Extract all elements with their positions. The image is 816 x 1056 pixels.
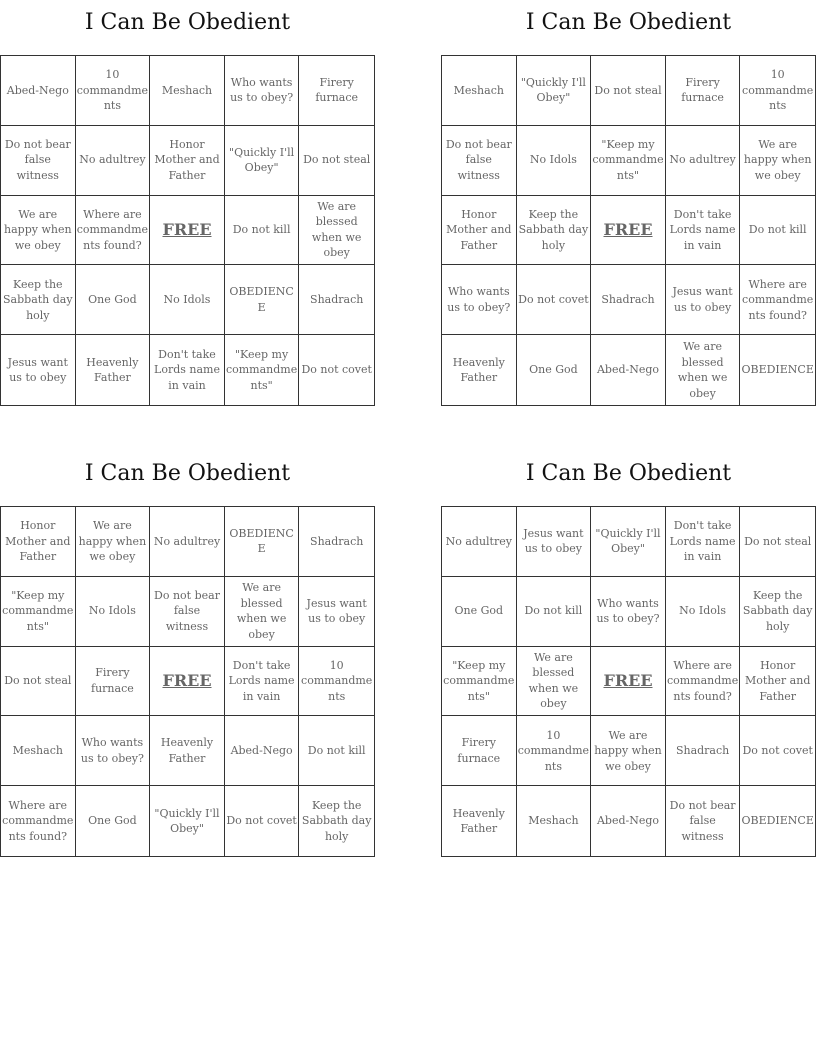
bingo-cell: We are happy when we obey	[591, 716, 666, 786]
bingo-cell: Jesus want us to obey	[517, 507, 592, 577]
bingo-cell: Meshach	[442, 56, 517, 126]
bingo-cell: Jesus want us to obey	[299, 577, 374, 647]
bingo-cell: OBEDIENCE	[225, 507, 300, 577]
bingo-cell: 10 commandments	[517, 716, 592, 786]
card-title: I Can Be Obedient	[84, 461, 291, 486]
bingo-cell: We are happy when we obey	[1, 196, 76, 266]
bingo-cell: Shadrach	[299, 507, 374, 577]
bingo-cell: Do not covet	[517, 265, 592, 335]
bingo-cell: Firery furnace	[442, 716, 517, 786]
bingo-cell: We are blessed when we obey	[517, 647, 592, 717]
bingo-cell: Do not kill	[225, 196, 300, 266]
bingo-cell: Abed-Nego	[591, 786, 666, 856]
bingo-cell: One God	[442, 577, 517, 647]
bingo-cell: Meshach	[517, 786, 592, 856]
bingo-cell: Keep the Sabbath day holy	[740, 577, 815, 647]
bingo-cell: We are happy when we obey	[740, 126, 815, 196]
bingo-cell: "Keep my commandments"	[442, 647, 517, 717]
bingo-cell: Do not steal	[591, 56, 666, 126]
bingo-cell: Do not covet	[301, 363, 372, 377]
card-title: I Can Be Obedient	[525, 461, 732, 486]
bingo-cell: Do not bear false witness	[150, 577, 225, 647]
bingo-cell: One God	[517, 335, 592, 405]
bingo-grid	[0, 55, 375, 406]
bingo-cell: OBEDIENCE	[741, 363, 814, 377]
bingo-cell: Do not covet	[740, 716, 815, 786]
bingo-cell: Don't take Lords name in vain	[225, 647, 300, 717]
bingo-cell: "Quickly I'll Obey"	[225, 126, 300, 196]
bingo-cell: We are blessed when we obey	[225, 577, 300, 647]
bingo-cell: Who wants us to obey?	[225, 56, 300, 126]
bingo-cell: No Idols	[517, 126, 592, 196]
bingo-cell: Jesus want us to obey	[1, 335, 76, 405]
bingo-cell: No adultrey	[76, 126, 151, 196]
bingo-cell: Do not steal	[299, 126, 374, 196]
bingo-cell: Heavenly Father	[150, 716, 225, 786]
bingo-cell: One God	[76, 786, 151, 856]
bingo-cell: Where are commandments found?	[740, 265, 815, 335]
bingo-cell: Do not steal	[1, 647, 76, 717]
card-title: I Can Be Obedient	[525, 10, 732, 35]
bingo-cell: Honor Mother and Father	[150, 126, 225, 196]
bingo-cell: Who wants us to obey?	[76, 716, 151, 786]
bingo-cell: Heavenly Father	[442, 335, 517, 405]
bingo-cell: Honor Mother and Father	[740, 647, 815, 717]
free-space: FREE	[150, 196, 225, 266]
bingo-cell: Abed-Nego	[225, 716, 300, 786]
bingo-cell: "Quickly I'll Obey"	[591, 507, 666, 577]
bingo-cell: Honor Mother and Father	[1, 507, 76, 577]
bingo-cell: Keep the Sabbath day holy	[1, 265, 76, 335]
bingo-cell: Keep the Sabbath day holy	[301, 798, 372, 843]
bingo-cell: Firery furnace	[299, 56, 374, 126]
bingo-cell: We are happy when we obey	[76, 507, 151, 577]
bingo-cell: "Quickly I'll Obey"	[517, 56, 592, 126]
bingo-cell: Abed-Nego	[1, 56, 76, 126]
bingo-cell: No Idols	[666, 577, 741, 647]
bingo-cell: 10 commandments	[740, 56, 815, 126]
bingo-grid	[0, 506, 375, 857]
bingo-cell: No adultrey	[150, 507, 225, 577]
bingo-cell: Jesus want us to obey	[666, 265, 741, 335]
bingo-cell: Abed-Nego	[591, 335, 666, 405]
bingo-cell: Shadrach	[591, 265, 666, 335]
bingo-cell: 10 commandments	[76, 56, 151, 126]
bingo-grid	[441, 506, 816, 857]
bingo-cell: Do not bear false witness	[1, 126, 76, 196]
bingo-cell: Keep the Sabbath day holy	[517, 196, 592, 266]
free-space: FREE	[591, 196, 666, 266]
bingo-cell: No adultrey	[666, 126, 741, 196]
bingo-cell: One God	[76, 265, 151, 335]
bingo-cell: OBEDIENCE	[225, 265, 300, 335]
bingo-cell: Firery furnace	[666, 56, 741, 126]
bingo-grid	[441, 55, 816, 406]
bingo-cell: We are blessed when we obey	[299, 196, 374, 266]
bingo-cell: "Keep my commandments"	[1, 577, 76, 647]
bingo-cell: 10 commandments	[299, 647, 374, 717]
bingo-cell: Don't take Lords name in vain	[150, 335, 225, 405]
bingo-cell: Honor Mother and Father	[442, 196, 517, 266]
bingo-cell: Where are commandments found?	[1, 786, 76, 856]
bingo-cell: Who wants us to obey?	[591, 577, 666, 647]
card-title: I Can Be Obedient	[84, 10, 291, 35]
bingo-cell: Meshach	[1, 716, 76, 786]
bingo-cell: Don't take Lords name in vain	[666, 196, 741, 266]
bingo-cell: Who wants us to obey?	[442, 265, 517, 335]
bingo-cell: We are blessed when we obey	[666, 335, 741, 405]
bingo-cell: Do not kill	[517, 577, 592, 647]
bingo-cell: OBEDIENCE	[741, 814, 814, 828]
bingo-cell: Do not kill	[740, 196, 815, 266]
bingo-cell: Do not steal	[740, 507, 815, 577]
bingo-cell: Meshach	[150, 56, 225, 126]
bingo-cell: Don't take Lords name in vain	[666, 507, 741, 577]
free-space: FREE	[591, 647, 666, 717]
bingo-cell: Where are commandments found?	[76, 196, 151, 266]
bingo-cell: Heavenly Father	[76, 335, 151, 405]
bingo-cell: "Keep my commandments"	[225, 335, 300, 405]
bingo-cell: Do not covet	[225, 786, 300, 856]
bingo-cell: Shadrach	[299, 265, 374, 335]
free-space: FREE	[150, 647, 225, 717]
bingo-cell: Do not kill	[299, 716, 374, 786]
bingo-cell: Do not bear false witness	[442, 126, 517, 196]
bingo-cell: "Quickly I'll Obey"	[150, 786, 225, 856]
bingo-cell: Heavenly Father	[442, 786, 517, 856]
bingo-cell: "Keep my commandments"	[591, 126, 666, 196]
bingo-cell: Do not bear false witness	[666, 786, 741, 856]
bingo-cell: No Idols	[150, 265, 225, 335]
bingo-cell: No Idols	[76, 577, 151, 647]
bingo-cell: Where are commandments found?	[666, 647, 741, 717]
bingo-cell: Firery furnace	[76, 647, 151, 717]
bingo-cell: No adultrey	[442, 507, 517, 577]
bingo-cell: Shadrach	[666, 716, 741, 786]
